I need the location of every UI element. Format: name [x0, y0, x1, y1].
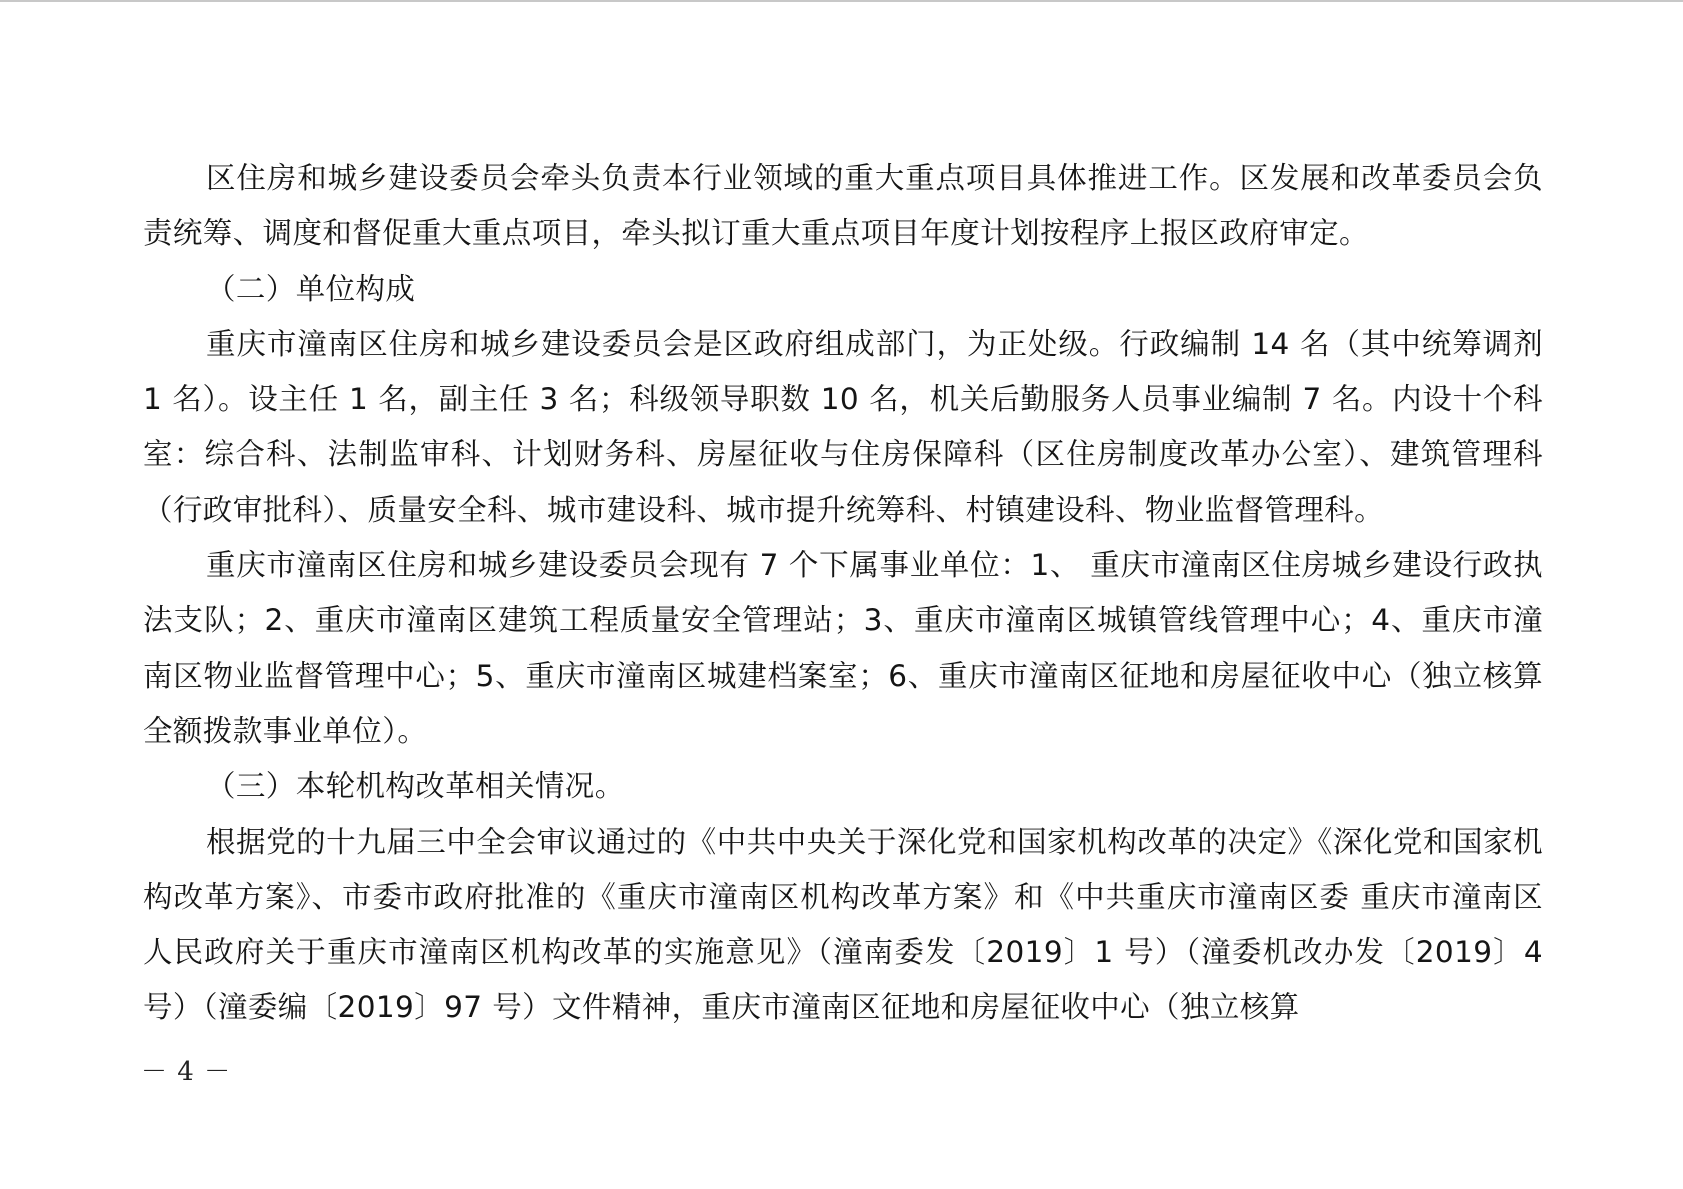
paragraph-staffing: 重庆市潼南区住房和城乡建设委员会是区政府组成部门，为正处级。行政编制 14 名（其中统筹调剂 1 名）。设主任 1 名，副主任 3 名；科级领导职数 10 名，机关后勤服务人员事业编制 7 名。内设十个科室：综合科、法制监审科、计划财务科、房屋征收与住房保障科（区住房制度改革办公室）、建筑管理科（行政审批科）、质量安全科、城市建设科、城市提升统筹科、村镇建设科、物业监督管理科。 [143, 326, 1543, 527]
document-body [143, 151, 1543, 1036]
paragraph-responsibilities: 区住房和城乡建设委员会牵头负责本行业领域的重大重点项目具体推进工作。区发展和改革委员会负责统筹、调度和督促重大重点项目，牵头拟订重大重点项目年度计划按程序上报区政府审定。 [143, 161, 1543, 251]
paragraph-reform-basis: 根据党的十九届三中全会审议通过的《中共中央关于深化党和国家机构改革的决定》《深化党和国家机构改革方案》、市委市政府批准的《重庆市潼南区机构改革方案》和《中共重庆市潼南区委 重庆市潼南区人民政府关于重庆市潼南区机构改革的实施意见》（潼南委发〔2019〕1 号）（潼委机改办发〔2019〕4 号）（潼委编〔2019〕97 号）文件精神，重庆市潼南区征地和房屋征收中心（独立核算 [143, 824, 1543, 1025]
top-border-line [0, 0, 1683, 2]
section-heading-unit-composition: （二）单位构成 [206, 271, 416, 306]
section-heading-reform: （三）本轮机构改革相关情况。 [206, 769, 625, 804]
page-number: － 4 － [141, 1057, 232, 1087]
paragraph-subordinate-units: 重庆市潼南区住房和城乡建设委员会现有 7 个下属事业单位：1、 重庆市潼南区住房城乡建设行政执法支队；2、重庆市潼南区建筑工程质量安全管理站；3、重庆市潼南区城镇管线管理中心；4、重庆市潼南区物业监督管理中心；5、重庆市潼南区城建档案室；6、重庆市潼南区征地和房屋征收中心（独立核算全额拨款事业单位）。 [143, 548, 1543, 748]
